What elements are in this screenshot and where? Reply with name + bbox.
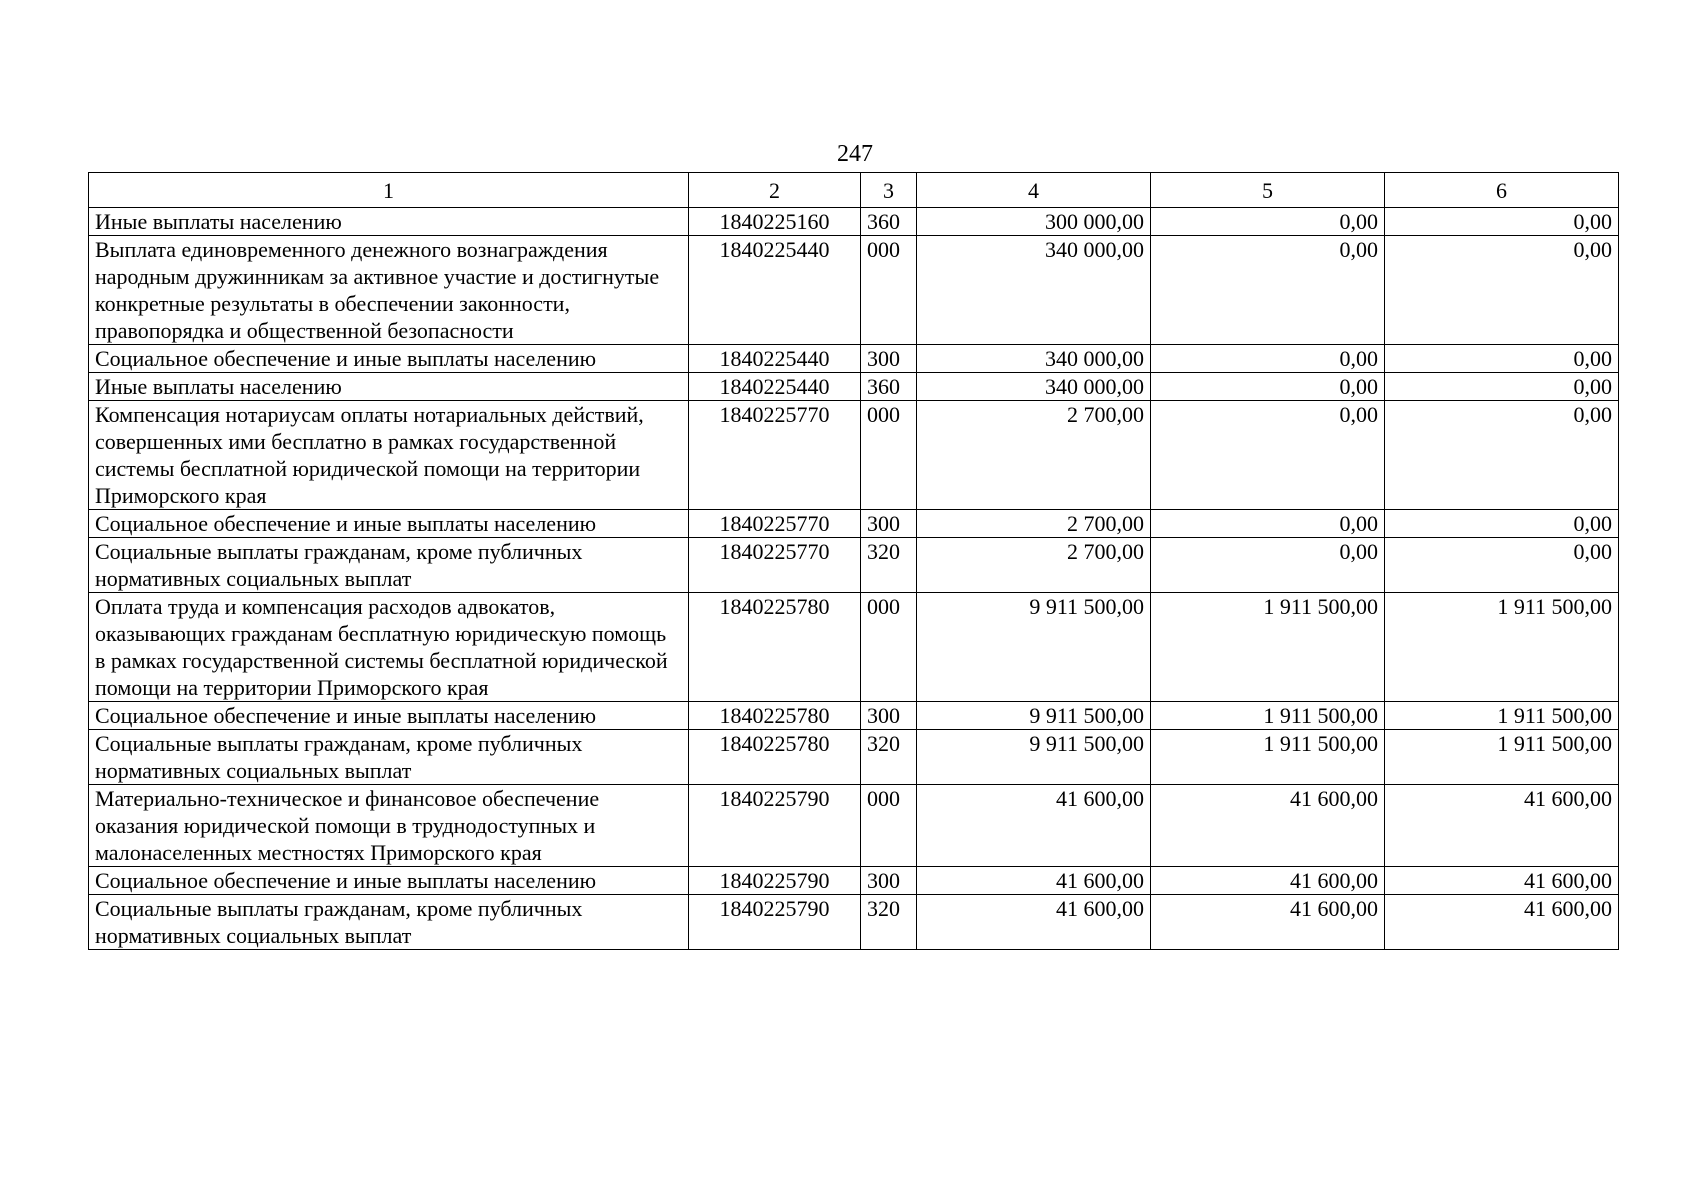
row-target-code: 1840225770 (689, 401, 861, 510)
row-name: Выплата единовременного денежного вознаграждения народным дружинникам за активное участие и достигнутые конкретные результаты в обеспечении законности, правопорядка и общественной безопасности (89, 236, 689, 345)
row-target-code: 1840225440 (689, 345, 861, 373)
page-number: 247 (837, 141, 873, 167)
row-target-code: 1840225780 (689, 593, 861, 702)
row-expense-type: 360 (861, 373, 917, 401)
row-name: Социальное обеспечение и иные выплаты населению (89, 867, 689, 895)
row-name: Социальное обеспечение и иные выплаты населению (89, 510, 689, 538)
row-amount-col6: 0,00 (1385, 236, 1619, 345)
row-amount-col4: 41 600,00 (917, 867, 1151, 895)
row-name: Иные выплаты населению (89, 208, 689, 236)
budget-table (88, 172, 1619, 950)
row-expense-type: 300 (861, 702, 917, 730)
row-amount-col5: 41 600,00 (1151, 785, 1385, 867)
row-amount-col5: 1 911 500,00 (1151, 593, 1385, 702)
row-amount-col5: 0,00 (1151, 345, 1385, 373)
row-name: Социальные выплаты гражданам, кроме публичных нормативных социальных выплат (89, 895, 689, 950)
table-row (89, 510, 1619, 538)
row-amount-col6: 0,00 (1385, 401, 1619, 510)
row-amount-col5: 41 600,00 (1151, 895, 1385, 950)
row-amount-col4: 2 700,00 (917, 401, 1151, 510)
row-name: Материально-техническое и финансовое обеспечение оказания юридической помощи в труднодоступных и малонаселенных местностях Приморского края (89, 785, 689, 867)
row-amount-col5: 0,00 (1151, 236, 1385, 345)
row-amount-col4: 41 600,00 (917, 895, 1151, 950)
row-amount-col5: 41 600,00 (1151, 867, 1385, 895)
row-expense-type: 000 (861, 593, 917, 702)
table-row (89, 345, 1619, 373)
row-amount-col4: 340 000,00 (917, 236, 1151, 345)
row-expense-type: 320 (861, 730, 917, 785)
column-header-4: 4 (917, 173, 1151, 208)
row-amount-col6: 41 600,00 (1385, 785, 1619, 867)
row-amount-col6: 0,00 (1385, 345, 1619, 373)
header-row (89, 173, 1619, 208)
row-amount-col6: 0,00 (1385, 208, 1619, 236)
row-target-code: 1840225780 (689, 702, 861, 730)
row-amount-col6: 41 600,00 (1385, 867, 1619, 895)
row-amount-col5: 1 911 500,00 (1151, 730, 1385, 785)
table-row (89, 895, 1619, 950)
row-name: Социальное обеспечение и иные выплаты населению (89, 702, 689, 730)
row-target-code: 1840225440 (689, 373, 861, 401)
row-amount-col6: 1 911 500,00 (1385, 702, 1619, 730)
row-target-code: 1840225780 (689, 730, 861, 785)
row-name: Компенсация нотариусам оплаты нотариальных действий, совершенных ими бесплатно в рамках государственной системы бесплатной юридической помощи на территории Приморского края (89, 401, 689, 510)
row-amount-col4: 340 000,00 (917, 345, 1151, 373)
row-expense-type: 300 (861, 867, 917, 895)
row-amount-col6: 0,00 (1385, 510, 1619, 538)
table-row (89, 208, 1619, 236)
column-header-6: 6 (1385, 173, 1619, 208)
row-amount-col6: 1 911 500,00 (1385, 593, 1619, 702)
table-row (89, 730, 1619, 785)
table-row (89, 401, 1619, 510)
table-row (89, 538, 1619, 593)
row-target-code: 1840225790 (689, 895, 861, 950)
row-amount-col4: 300 000,00 (917, 208, 1151, 236)
row-name: Иные выплаты населению (89, 373, 689, 401)
row-target-code: 1840225790 (689, 867, 861, 895)
row-expense-type: 000 (861, 401, 917, 510)
table-row (89, 867, 1619, 895)
row-amount-col5: 0,00 (1151, 510, 1385, 538)
row-amount-col4: 340 000,00 (917, 373, 1151, 401)
row-expense-type: 300 (861, 510, 917, 538)
row-expense-type: 360 (861, 208, 917, 236)
row-target-code: 1840225160 (689, 208, 861, 236)
row-expense-type: 320 (861, 538, 917, 593)
row-amount-col6: 41 600,00 (1385, 895, 1619, 950)
row-amount-col6: 0,00 (1385, 373, 1619, 401)
table-row (89, 236, 1619, 345)
row-amount-col5: 0,00 (1151, 373, 1385, 401)
row-amount-col4: 9 911 500,00 (917, 702, 1151, 730)
row-amount-col4: 9 911 500,00 (917, 730, 1151, 785)
row-target-code: 1840225440 (689, 236, 861, 345)
table-row (89, 593, 1619, 702)
row-amount-col5: 0,00 (1151, 538, 1385, 593)
row-name: Социальные выплаты гражданам, кроме публичных нормативных социальных выплат (89, 730, 689, 785)
column-header-2: 2 (689, 173, 861, 208)
row-expense-type: 000 (861, 236, 917, 345)
row-amount-col5: 1 911 500,00 (1151, 702, 1385, 730)
row-amount-col4: 2 700,00 (917, 538, 1151, 593)
row-name: Оплата труда и компенсация расходов адвокатов, оказывающих гражданам бесплатную юридическую помощь в рамках государственной системы бесплатной юридической помощи на территории Приморского края (89, 593, 689, 702)
row-expense-type: 300 (861, 345, 917, 373)
table-row (89, 373, 1619, 401)
row-amount-col4: 41 600,00 (917, 785, 1151, 867)
column-header-3: 3 (861, 173, 917, 208)
row-amount-col4: 9 911 500,00 (917, 593, 1151, 702)
row-target-code: 1840225770 (689, 510, 861, 538)
column-header-1: 1 (89, 173, 689, 208)
row-target-code: 1840225770 (689, 538, 861, 593)
row-name: Социальное обеспечение и иные выплаты населению (89, 345, 689, 373)
row-name: Социальные выплаты гражданам, кроме публичных нормативных социальных выплат (89, 538, 689, 593)
row-expense-type: 000 (861, 785, 917, 867)
row-target-code: 1840225790 (689, 785, 861, 867)
row-amount-col5: 0,00 (1151, 401, 1385, 510)
row-amount-col5: 0,00 (1151, 208, 1385, 236)
row-amount-col6: 1 911 500,00 (1385, 730, 1619, 785)
row-amount-col4: 2 700,00 (917, 510, 1151, 538)
column-header-5: 5 (1151, 173, 1385, 208)
table-row (89, 785, 1619, 867)
row-expense-type: 320 (861, 895, 917, 950)
row-amount-col6: 0,00 (1385, 538, 1619, 593)
table-row (89, 702, 1619, 730)
